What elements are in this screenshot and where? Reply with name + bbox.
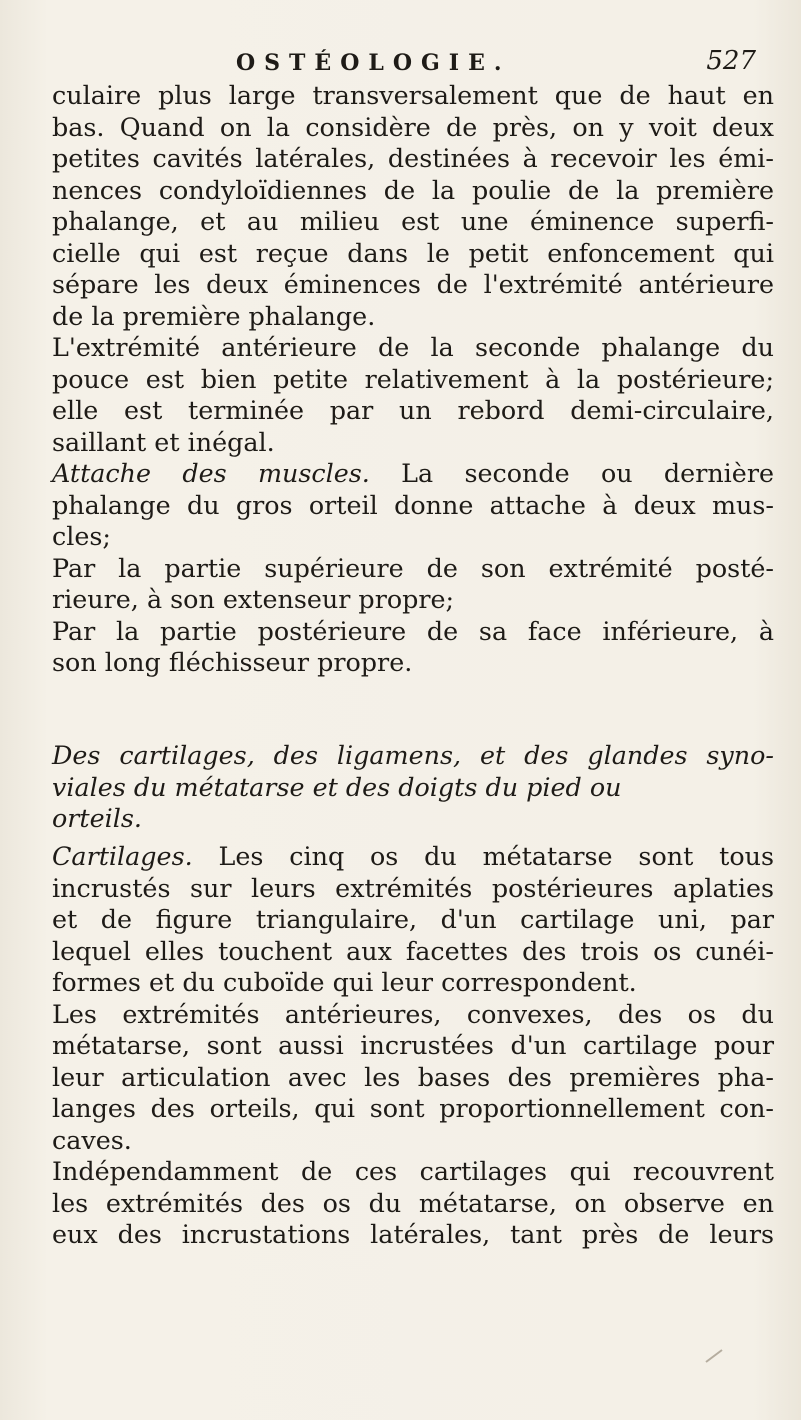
- text-line: et de figure triangulaire, d'un cartilage uni, par: [52, 904, 774, 934]
- text-line: culaire plus large transversalement que de haut en: [52, 80, 774, 110]
- text-line: pouce est bien petite relativement à la postérieure;: [52, 363, 774, 394]
- attache-line: [52, 458, 774, 490]
- text-line: elle est terminée par un rebord demi-circulaire,: [52, 395, 774, 425]
- section-title-line: orteils.: [52, 803, 142, 833]
- page-number: 527: [706, 46, 756, 76]
- section-title-line: Des cartilages, des ligamens, et des glandes syno-: [52, 740, 774, 770]
- text-line: leur articulation avec les bases des premières pha-: [52, 1061, 774, 1092]
- page-header: [236, 46, 776, 82]
- text-line: Indépendamment de ces cartilages qui recouvrent: [52, 1156, 774, 1186]
- text-line: son long fléchisseur propre.: [52, 647, 413, 677]
- text-block-1: [52, 80, 774, 679]
- text-line: saillant et inégal.: [52, 426, 275, 457]
- text-line: Par la partie postérieure de sa face inférieure, à: [52, 615, 774, 646]
- text-line: sépare les deux éminences de l'extrémité antérieure: [52, 269, 774, 299]
- text-line: phalange du gros orteil donne attache à deux mus-: [52, 489, 774, 520]
- text-line: bas. Quand on la considère de près, on y voit deux: [52, 111, 774, 142]
- text-block-2: [52, 841, 774, 1251]
- text-line: phalange, et au milieu est une éminence superfi-: [52, 206, 774, 236]
- cartilages-line: [52, 841, 774, 873]
- text-line: de la première phalange.: [52, 300, 376, 331]
- text-line: les extrémités des os du métatarse, on observe en: [52, 1187, 774, 1218]
- cartilages-rest: Les cinq os du métatarse sont tous: [192, 841, 774, 871]
- attache-heading: Attache des muscles.: [52, 458, 370, 488]
- running-title: OSTÉOLOGIE.: [236, 50, 511, 76]
- text-line: Les extrémités antérieures, convexes, des os du: [52, 998, 774, 1029]
- text-line: cles;: [52, 521, 111, 551]
- text-line: rieure, à son extenseur propre;: [52, 584, 455, 614]
- text-line: Par la partie supérieure de son extrémité posté-: [52, 552, 774, 583]
- text-line: formes et du cuboïde qui leur correspondent.: [52, 967, 637, 997]
- text-line: caves.: [52, 1124, 132, 1155]
- text-line: petites cavités latérales, destinées à recevoir les émi-: [52, 143, 774, 173]
- text-line: incrustés sur leurs extrémités postérieures aplaties: [52, 872, 774, 903]
- text-line: cielle qui est reçue dans le petit enfoncement qui: [52, 237, 774, 268]
- text-line: L'extrémité antérieure de la seconde phalange du: [52, 332, 774, 362]
- text-line: métatarse, sont aussi incrustées d'un cartilage pour: [52, 1030, 774, 1060]
- text-line: langes des orteils, qui sont proportionnellement con-: [52, 1093, 774, 1123]
- section-title-line: viales du métatarse et des doigts du pied ou: [52, 771, 622, 802]
- cartilages-heading: Cartilages.: [52, 841, 193, 871]
- attache-rest: La seconde ou dernière: [369, 458, 774, 488]
- stray-mark: [704, 1346, 728, 1366]
- text-line: lequel elles touchent aux facettes des trois os cunéi-: [52, 935, 774, 966]
- text-line: eux des incrustations latérales, tant près de leurs: [52, 1219, 774, 1249]
- section-title: [52, 740, 774, 835]
- text-line: nences condyloïdiennes de la poulie de la première: [52, 174, 774, 205]
